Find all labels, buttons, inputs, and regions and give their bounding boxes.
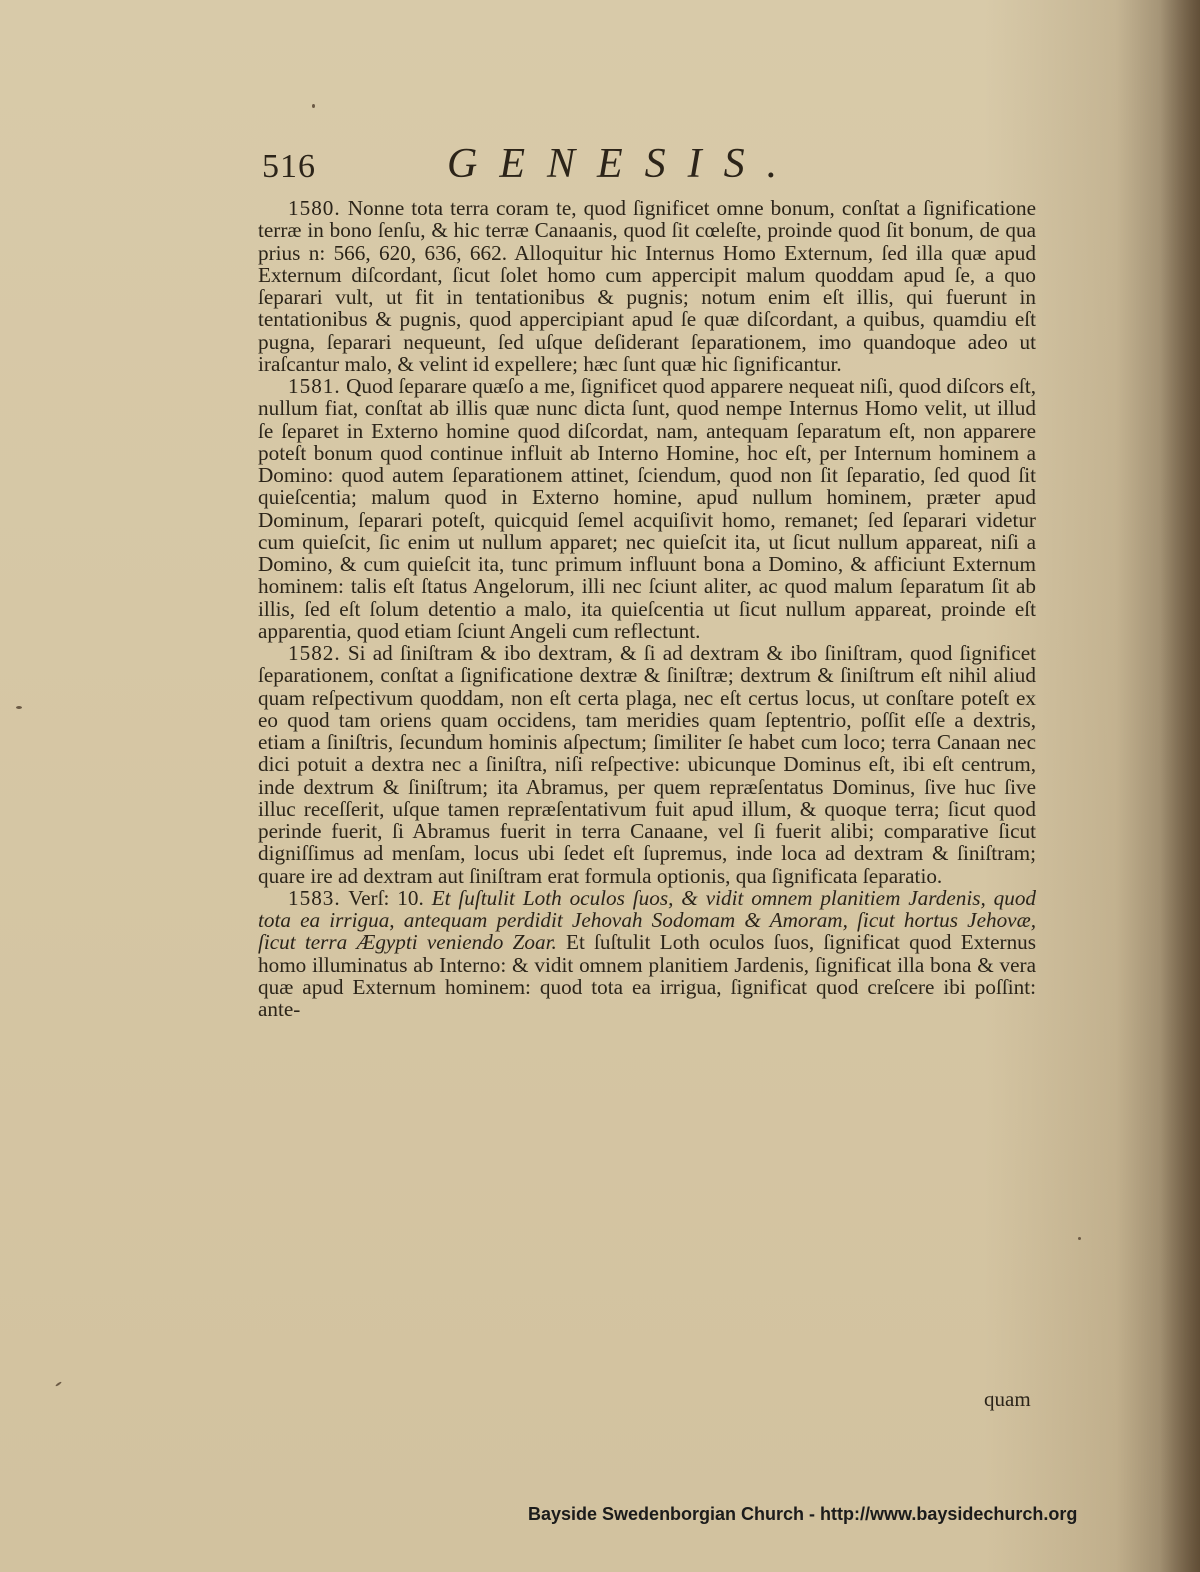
paper-speck — [1078, 1237, 1081, 1240]
running-title: GENESIS. — [447, 141, 800, 187]
paper-speck — [312, 104, 315, 108]
paragraph-number: 1583. — [288, 885, 341, 910]
paragraph-1583 — [258, 887, 1036, 1021]
paragraph-text: Nonne tota terra coram te, quod ſignificet omne bonum, conſtat a ſignificatione terræ in bono ſenſu, & hic terræ Canaanis, quod ſit cœleſte, proinde quod ſit bonum, de qua prius n: 566, 620, 636, 662. Alloquitur hic Internus Homo Externum, ſed illa quæ apud Externum diſcordant, ſicut ſolet homo cum appercipit malum quoddam apud ſe, a quo ſeparari vult, ut fit in tentationibus & pugnis; notum enim eſt illis, qui fuerunt in tentationibus & pugnis, quod appercipiant apud ſe quæ diſcordant, a quibus, quamdiu eſt pugna, ſeparari nequeunt, ſed uſque deſiderant ſeparationem, imo quandoque adeo ut iraſcantur malo, & velint id expellere; hæc ſunt quæ hic ſignificantur. — [258, 196, 1036, 376]
paper-speck — [55, 1381, 62, 1387]
paper-speck — [16, 706, 22, 709]
body-text — [258, 197, 1036, 1020]
scripture-quote: Et ſuſtulit Loth oculos ſuos, & vidit omnem planitiem Jardenis, quod tota ea irrigua, antequam perdidit Jehovah Sodomam & Amoram, ſicut hortus Jehovæ, ſicut terra Ægypti veniendo Zoar. — [258, 885, 1037, 955]
watermark: Bayside Swedenborgian Church - http://www.baysidechurch.org — [528, 1504, 1078, 1524]
paragraph-number: 1581. — [288, 374, 341, 398]
paragraph-text: Si ad ſiniſtram & ibo dextram, & ſi ad dextram & ibo ſiniſtram, quod ſignificet ſeparationem, conſtat a ſignificatione dextræ & ſiniſtræ; dextrum & ſiniſtrum eſt nihil aliud quam reſpectivum quoddam, non eſt certa plaga, nec eſt certus locus, ut conſtare poteſt ex eo quod tam oriens quam occidens, tam meridies quam ſeptentrio, poſſit eſſe a dextris, etiam a ſiniſtris, ſecundum hominis aſpectum; ſimiliter ſe habet cum loco; terra Canaan nec dici potuit a dextra nec a ſiniſtra, niſi reſpective: ubicunque Dominus eſt, ibi eſt centrum, inde dextrum & ſiniſtrum; ita Abramus, per quem repræſentatus Dominus, ſive huc ſive illuc receſſerit, uſque tamen repræſentativum fuit apud illum, & quoque terra; ſicut quod perinde fuerit, ſi Abramus fuerit in terra Canaane, vel ſi fuerit alibi; comparative ſicut digniſſimus ad menſam, locus ubi ſedet eſt ſupremus, inde loca ad dextram & ſiniſtram; quare ire ad dextram aut ſiniſtram erat formula optionis, qua ſignificata ſeparatio. — [258, 641, 1037, 888]
paragraph-text: Et ſuſtulit Loth oculos ſuos, ſignificat quod Externus homo illuminatus ab Interno: & vidit omnem planitiem Jardenis, ſignificat illa bona & vera quæ apud Externum hominem: quod tota ea irrigua, ſignificat quod creſcere ibi poſſint: ante- — [258, 930, 1037, 1021]
paragraph-number: 1580. — [288, 196, 341, 220]
catchword: quam — [984, 1387, 1031, 1411]
gutter-shadow — [1160, 0, 1200, 1572]
verse-reference: Verſ: 10. — [348, 885, 424, 910]
paragraph-number: 1582. — [288, 641, 341, 665]
paragraph-1580 — [258, 197, 1036, 375]
paragraph-text: Quod ſeparare quæſo a me, ſignificet quod apparere nequeat niſi, quod diſcors eſt, nullum fiat, conſtat ab illis quæ nunc dicta ſunt, quod nempe Internus Homo velit, ut illud ſe ſeparet in Externo homine quod diſcordat, nam, antequam ſeparatum eſt, non apparere poteſt bonum quod continue influit ab Interno Homine, hoc eſt, per Internum hominem a Domino: quod autem ſeparationem attinet, ſciendum, quod non ſit ſeparatio, ſed quod ſit quieſcentia; malum quod in Externo homine, apud nullum hominem, præter apud Dominum, ſeparari poteſt, quicquid ſemel acquiſivit homo, remanet; ſed ſeparari videtur cum quieſcit, ſic enim ut nullum apparet; nec quieſcit ita, ut ſicut nullum appareat, niſi a Domino, & cum quieſcit ita, tunc primum influunt bona a Domino, & afficiunt Externum hominem: talis eſt ſtatus Angelorum, illi nec ſciunt aliter, ac quod malum ſeparatum ſit ab illis, ſed eſt ſolum detentio a malo, ita quieſcentia ut ſicut nullum appareat, proinde eſt apparentia, quod etiam ſciunt Angeli cum reflectunt. — [258, 374, 1036, 643]
paragraph-1581 — [258, 375, 1036, 642]
paragraph-1582 — [258, 642, 1036, 887]
page-number: 516 — [262, 148, 316, 185]
page-header — [262, 140, 1042, 190]
